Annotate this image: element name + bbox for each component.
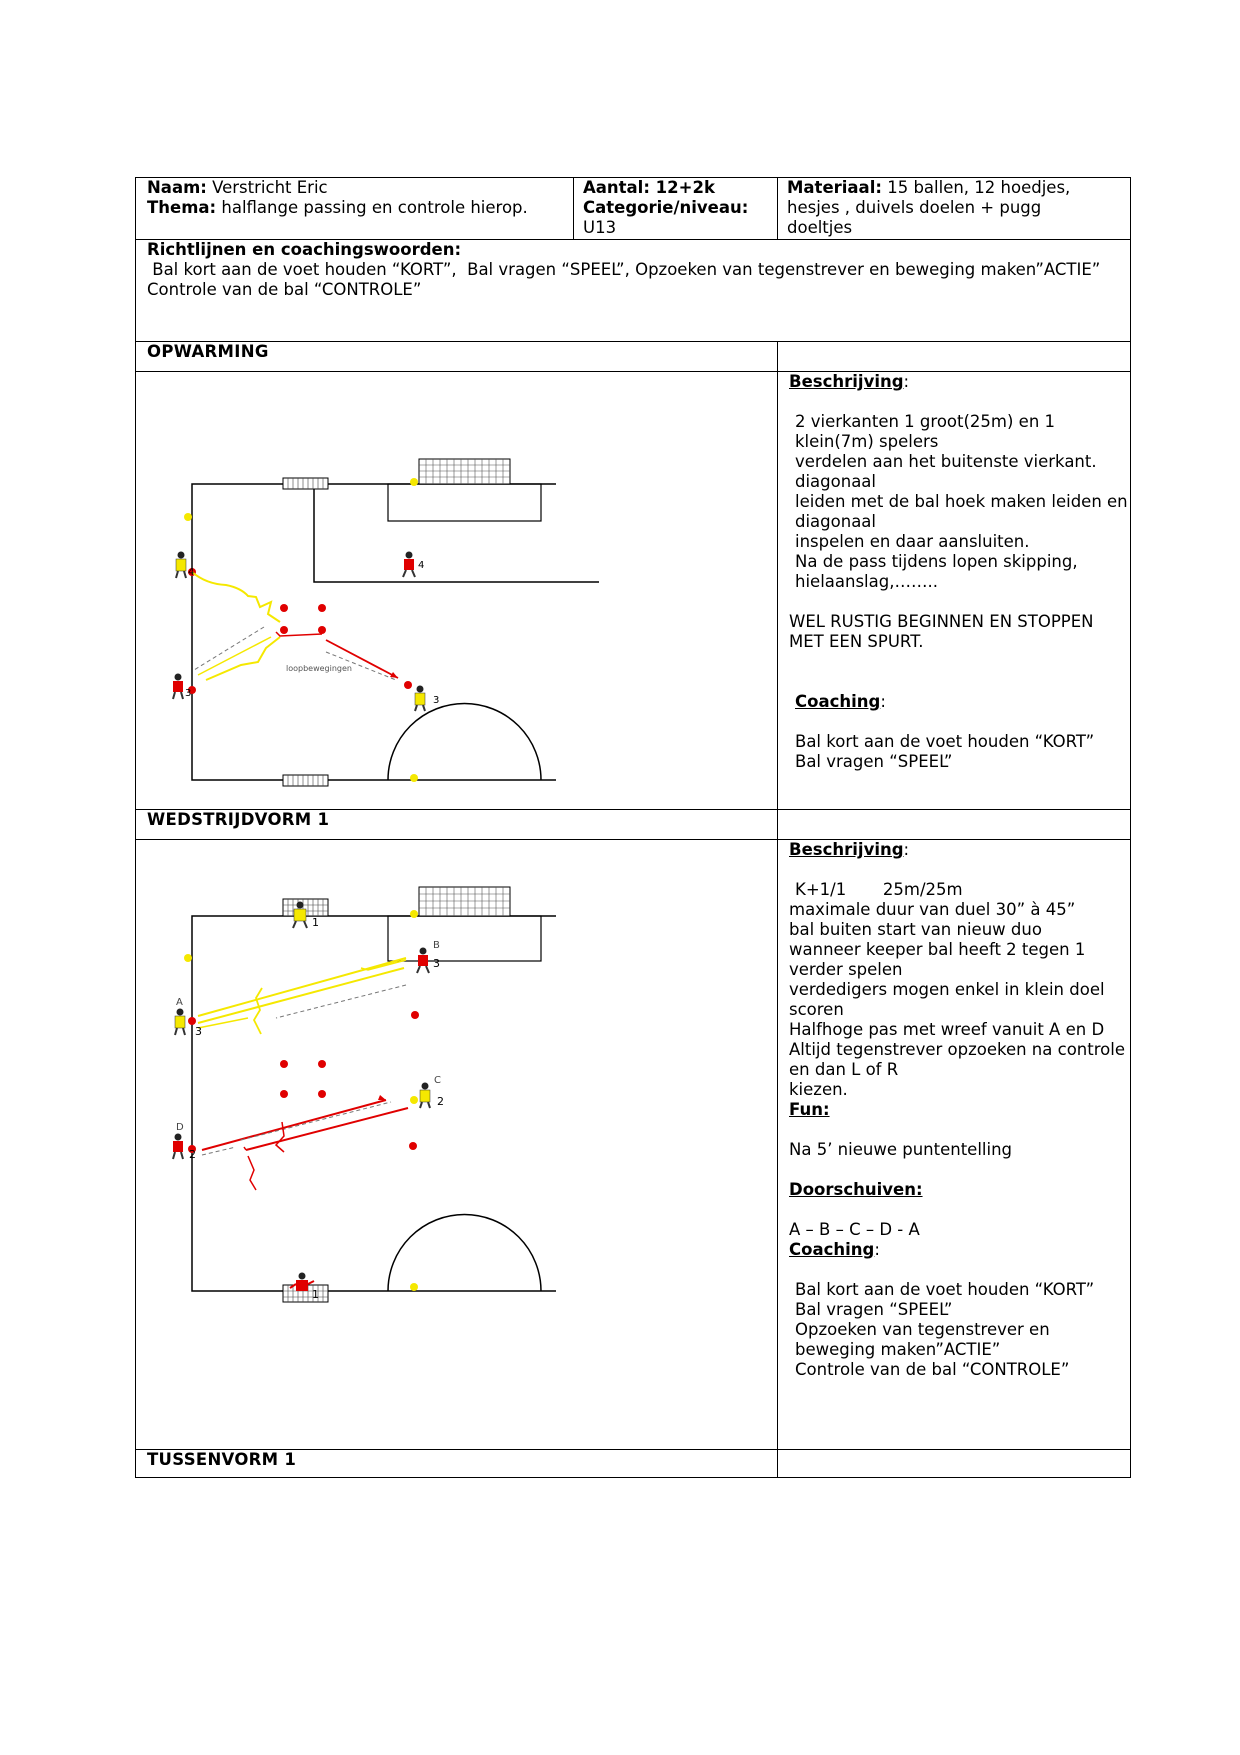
player-red xyxy=(417,948,429,974)
desc-line: wanneer keeper bal heeft 2 tegen 1 verder spelen xyxy=(789,940,1086,979)
doorschuiven-label: Doorschuiven: xyxy=(789,1180,923,1199)
wedstrijdvorm-title-empty xyxy=(778,810,1131,840)
player-red xyxy=(173,1134,183,1160)
field-outline xyxy=(192,484,556,780)
player-yellow xyxy=(420,1083,430,1109)
player-yellow xyxy=(415,686,425,712)
penalty-box xyxy=(388,484,541,521)
pass-line-red xyxy=(246,1108,408,1150)
player-red xyxy=(403,552,415,578)
penalty-box xyxy=(388,916,541,961)
aantal-label: Aantal: 12+2k xyxy=(583,178,715,197)
arrow-head xyxy=(390,672,398,678)
player-number: 2 xyxy=(189,1148,196,1161)
player-number: 2 xyxy=(437,1095,444,1108)
materiaal-cell xyxy=(778,178,1131,240)
desc-line: maximale duur van duel 30” à 45” xyxy=(789,900,1076,919)
player-number: 3 xyxy=(433,695,440,706)
big-goal-top xyxy=(419,459,510,484)
arrow-head xyxy=(378,1095,386,1100)
wedstrijdvorm-title: WEDSTRIJDVORM 1 xyxy=(136,810,778,840)
categorie-value: U13 xyxy=(583,218,617,237)
dribble-line-red xyxy=(248,1156,256,1190)
tussenvorm-title-empty xyxy=(778,1450,1131,1478)
arrow-head xyxy=(244,1147,246,1150)
desc-line: verdedigers mogen enkel in klein doel scoren xyxy=(789,980,1105,1019)
coach-line: Bal kort aan de voet houden “KORT” xyxy=(795,1280,1095,1299)
wedstrijdvorm-diagram-cell xyxy=(136,840,778,1450)
opwarming-diagram-cell xyxy=(136,372,778,810)
opwarming-diagram xyxy=(136,372,612,804)
coaching-label: Coaching xyxy=(795,692,881,711)
dribble-line xyxy=(206,637,280,680)
player-number: 3 xyxy=(433,957,440,970)
dribble-line-red xyxy=(276,1122,284,1152)
yellow-cone xyxy=(410,774,418,782)
doorschuiven-text: A – B – C – D - A xyxy=(789,1220,920,1239)
desc-line: 2 vierkanten 1 groot(25m) en 1 klein(7m) spelers xyxy=(795,412,1056,451)
naam-value: Verstricht Eric xyxy=(206,178,328,197)
run-line xyxy=(276,985,406,1018)
big-goal-top xyxy=(419,887,510,916)
player-number: 1 xyxy=(312,1288,319,1301)
thema-value: halflange passing en controle hierop. xyxy=(216,198,528,217)
pass-line xyxy=(198,968,404,1023)
pass-line-red xyxy=(202,1100,386,1150)
desc-line: Altijd tegenstrever opzoeken na controle en dan L of R xyxy=(789,1040,1125,1079)
materiaal-value-1: 15 ballen, 12 hoedjes, xyxy=(881,178,1071,197)
player-number: 3 xyxy=(195,1025,202,1038)
desc-line: verdelen aan het buitenste vierkant. diagonaal xyxy=(795,452,1097,491)
desc-line: K+1/1 25m/25m xyxy=(795,880,963,899)
richtlijnen-cell xyxy=(136,240,1131,342)
naam-thema-cell xyxy=(136,178,574,240)
colon: : xyxy=(880,692,886,711)
coach-line: Bal kort aan de voet houden “KORT” xyxy=(795,732,1095,751)
categorie-label: Categorie/niveau: xyxy=(583,198,749,217)
opwarming-description xyxy=(778,372,1131,810)
sheet-table xyxy=(135,177,1131,1478)
player-number: 3 xyxy=(185,688,192,699)
coaching-label: Coaching xyxy=(789,1240,875,1259)
pass-line xyxy=(198,958,406,1016)
richtlijnen-title: Richtlijnen en coachingswoorden: xyxy=(147,240,462,259)
dribble-line xyxy=(254,988,262,1034)
desc-line: Halfhoge pas met wreef vanuit A en D xyxy=(789,1020,1105,1039)
beschrijving-label: Beschrijving xyxy=(789,840,904,859)
coach-line: Bal vragen “SPEEL” xyxy=(795,1300,953,1319)
red-cones xyxy=(188,568,412,694)
materiaal-value-2: hesjes , duivels doelen + pugg xyxy=(787,198,1042,217)
tussenvorm-title: TUSSENVORM 1 xyxy=(136,1450,778,1478)
beschrijving-label: Beschrijving xyxy=(789,372,904,391)
small-goal-top xyxy=(283,478,328,489)
wedstrijdvorm-description xyxy=(778,840,1131,1450)
small-goal-bottom xyxy=(283,775,328,786)
position-label: A xyxy=(176,997,183,1008)
red-cones xyxy=(188,1011,419,1153)
center-arc xyxy=(388,704,541,781)
pass-line xyxy=(198,1018,248,1028)
opwarming-title: OPWARMING xyxy=(136,342,778,372)
desc-line: inspelen en daar aansluiten. xyxy=(795,532,1030,551)
loop-label: loopbewegingen xyxy=(286,664,352,673)
pass-line xyxy=(198,637,271,675)
player-yellow xyxy=(176,552,186,579)
richtlijnen-line-1: Bal kort aan de voet houden “KORT”, Bal vragen “SPEEL”, Opzoeken van tegenstrever en beweging maken”ACTIE” xyxy=(147,260,1101,279)
center-arc xyxy=(388,1215,541,1292)
fun-label: Fun: xyxy=(789,1100,830,1119)
desc-line: kiezen. xyxy=(789,1080,848,1099)
richtlijnen-line-2: Controle van de bal “CONTROLE” xyxy=(147,280,422,299)
wedstrijdvorm-diagram xyxy=(136,840,612,1444)
dribble-line xyxy=(192,572,280,622)
materiaal-label: Materiaal: xyxy=(787,178,882,197)
fun-text: Na 5’ nieuwe puntentelling xyxy=(789,1140,1012,1159)
player-number: 4 xyxy=(418,560,425,571)
colon: : xyxy=(903,372,910,391)
player-red xyxy=(173,674,183,700)
thema-label: Thema: xyxy=(147,198,217,217)
player-yellow xyxy=(175,1009,185,1036)
player-number: 1 xyxy=(312,916,319,929)
position-label: C xyxy=(434,1075,441,1086)
yellow-cone xyxy=(184,513,192,521)
position-label: B xyxy=(433,940,440,951)
coach-line: Bal vragen “SPEEL” xyxy=(795,752,953,771)
yellow-cone xyxy=(410,478,418,486)
desc-line: Na de pass tijdens lopen skipping, hielaanslag,…….. xyxy=(795,552,1078,591)
materiaal-value-3: doeltjes xyxy=(787,218,853,237)
colon: : xyxy=(903,840,910,859)
colon: : xyxy=(874,1240,880,1259)
inner-square xyxy=(314,484,599,582)
aantal-cell xyxy=(574,178,778,240)
opwarming-title-empty xyxy=(778,342,1131,372)
run-line xyxy=(241,1102,391,1140)
naam-label: Naam: xyxy=(147,178,207,197)
coach-line: Opzoeken van tegenstrever en beweging maken”ACTIE” xyxy=(795,1320,1050,1359)
training-sheet xyxy=(135,177,1130,1478)
position-label: D xyxy=(176,1122,184,1133)
desc-line: WEL RUSTIG BEGINNEN EN STOPPEN MET EEN SPURT. xyxy=(789,612,1094,651)
desc-line: leiden met de bal hoek maken leiden en diagonaal xyxy=(795,492,1128,531)
desc-line: bal buiten start van nieuw duo xyxy=(789,920,1042,939)
player-number: 4 xyxy=(188,567,195,578)
coach-line: Controle van de bal “CONTROLE” xyxy=(795,1360,1070,1379)
